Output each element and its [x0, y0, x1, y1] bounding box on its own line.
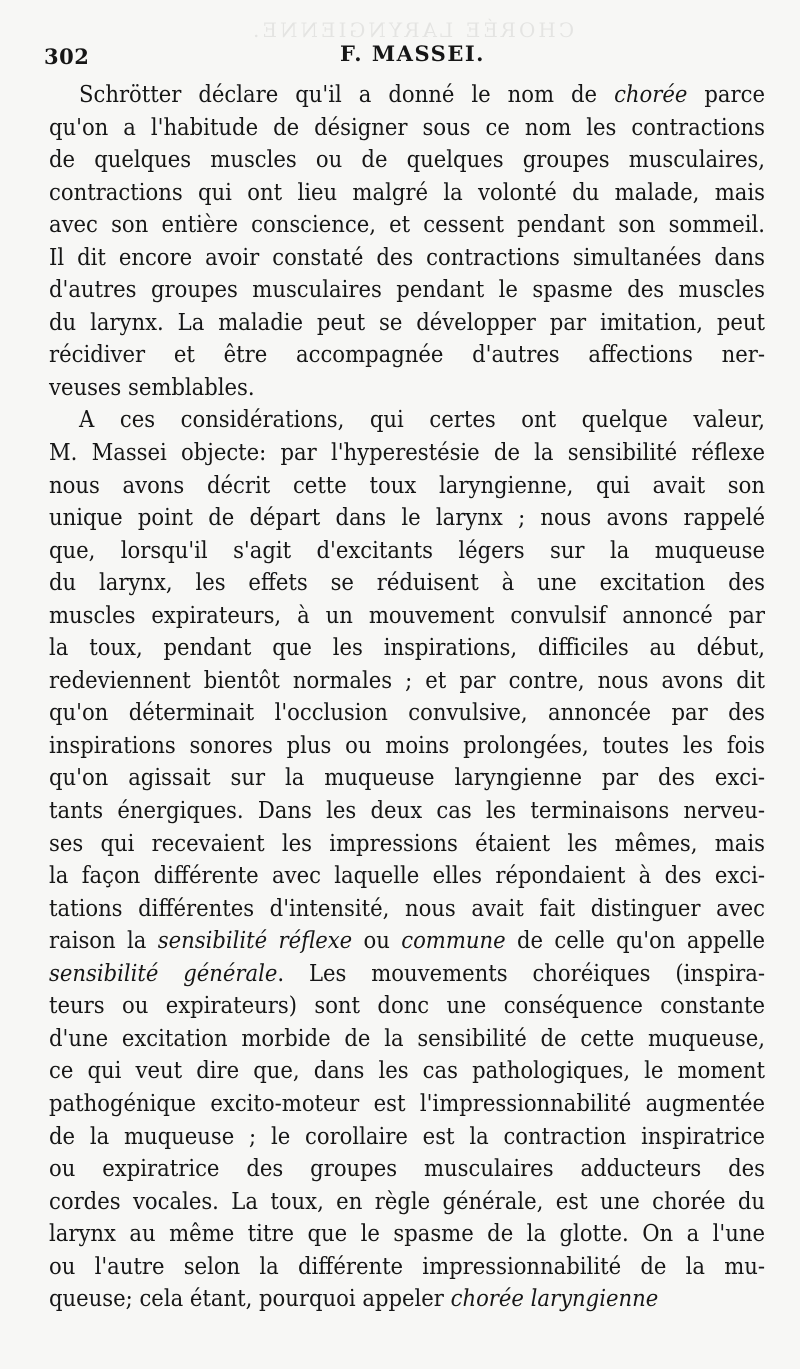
text-segment: veuses semblables.	[49, 372, 255, 401]
text-segment: ses qui recevaient les impressions étaient les mêmes, mais	[49, 828, 765, 857]
text-segment: pathogénique excito-moteur est l'impressionnabilité augmentée	[49, 1088, 765, 1117]
italic-text: chorée	[614, 80, 688, 108]
text-line	[49, 599, 765, 632]
text-segment: avec son entière conscience, et cessent pendant son sommeil.	[49, 210, 765, 239]
text-line	[49, 827, 765, 860]
text-line	[49, 1054, 765, 1087]
text-segment: unique point de départ dans le larynx ; nous avons rappelé	[49, 503, 765, 532]
text-segment: tations différentes d'intensité, nous avait fait distinguer avec	[49, 893, 765, 922]
text-segment: inspirations sonores plus ou moins prolongées, toutes les fois	[49, 730, 765, 759]
page-number: 302	[44, 44, 90, 69]
text-segment: teurs ou expirateurs) sont donc une conséquence constante	[49, 991, 765, 1020]
text-segment: d'autres groupes musculaires pendant le spasme des muscles	[49, 275, 765, 304]
text-line	[49, 1217, 765, 1250]
text-segment: raison la	[49, 926, 158, 955]
text-segment: du larynx. La maladie peut se développer par imitation, peut	[49, 307, 765, 336]
text-line	[49, 1022, 765, 1055]
body-text	[49, 78, 765, 1315]
text-line	[49, 696, 765, 729]
text-segment: tants énergiques. Dans les deux cas les terminaisons nerveu-	[49, 796, 765, 825]
text-line	[49, 273, 765, 306]
text-line	[49, 924, 765, 957]
text-segment: redeviennent bientôt normales ; et par contre, nous avons dit	[49, 665, 765, 694]
text-line	[49, 859, 765, 892]
text-segment: ou l'autre selon la différente impressionnabilité de la mu-	[49, 1251, 765, 1280]
text-line	[49, 989, 765, 1022]
text-line	[49, 1087, 765, 1120]
text-segment: ou	[352, 926, 402, 955]
text-line	[49, 176, 765, 209]
text-line	[49, 241, 765, 274]
text-segment: M. Massei objecte: par l'hyperestésie de la sensibilité réflexe	[49, 438, 765, 467]
text-line	[49, 761, 765, 794]
italic-text: commune	[401, 926, 506, 955]
text-line	[49, 371, 765, 404]
text-line	[49, 957, 765, 990]
text-segment: que, lorsqu'il s'agit d'excitants légers sur la muqueuse	[49, 535, 765, 564]
text-line	[49, 1185, 765, 1218]
text-segment: qu'on agissait sur la muqueuse laryngienne par des exci-	[49, 763, 765, 792]
text-line	[49, 143, 765, 176]
text-line	[49, 664, 765, 697]
text-segment: Schrötter déclare qu'il a donné le nom de	[79, 80, 615, 108]
text-segment: qu'on a l'habitude de désigner sous ce nom les contractions	[49, 112, 765, 141]
bleed-through-heading: CHORÉE LARYNGIENNE.	[250, 18, 575, 42]
text-line	[49, 1282, 765, 1315]
text-segment: récidiver et être accompagnée d'autres affections ner-	[49, 340, 765, 369]
text-segment: muscles expirateurs, à un mouvement convulsif annoncé par	[49, 600, 765, 629]
text-line	[49, 729, 765, 762]
text-segment: de celle qu'on appelle	[505, 926, 766, 955]
text-line	[49, 403, 765, 436]
text-segment: contractions qui ont lieu malgré la volonté du malade, mais	[49, 177, 765, 206]
text-segment: ce qui veut dire que, dans les cas pathologiques, le moment	[49, 1056, 765, 1085]
text-segment: la toux, pendant que les inspirations, difficiles au début,	[49, 633, 765, 662]
text-line	[49, 892, 765, 925]
text-line	[49, 469, 765, 502]
text-segment: A ces considérations, qui certes ont quelque valeur,	[79, 405, 765, 434]
text-line	[49, 338, 765, 371]
text-line	[49, 534, 765, 567]
text-segment: du larynx, les effets se réduisent à une excitation des	[49, 568, 765, 597]
text-segment: la façon différente avec laquelle elles répondaient à des exci-	[49, 861, 765, 890]
text-segment: parce	[687, 80, 765, 108]
text-segment: queuse; cela étant, pourquoi appeler	[49, 1284, 451, 1313]
text-line	[49, 501, 765, 534]
text-line	[49, 631, 765, 664]
text-line	[49, 1120, 765, 1153]
text-segment: . Les mouvements choréiques (inspira-	[277, 958, 765, 987]
text-line	[49, 78, 765, 111]
text-line	[49, 1152, 765, 1185]
page-header	[44, 36, 764, 76]
text-segment: Il dit encore avoir constaté des contractions simultanées dans	[49, 242, 765, 271]
text-line	[49, 111, 765, 144]
text-line	[49, 436, 765, 469]
text-line	[49, 794, 765, 827]
italic-text: sensibilité générale	[49, 958, 278, 987]
text-segment: de la muqueuse ; le corollaire est la contraction inspiratrice	[49, 1121, 765, 1150]
text-segment: de quelques muscles ou de quelques groupes musculaires,	[49, 145, 765, 174]
text-line	[49, 306, 765, 339]
text-segment: ou expiratrice des groupes musculaires adducteurs des	[49, 1154, 765, 1183]
italic-text: chorée laryngienne	[450, 1284, 659, 1313]
text-segment: d'une excitation morbide de la sensibilité de cette muqueuse,	[49, 1023, 765, 1052]
text-segment: qu'on déterminait l'occlusion convulsive, annoncée par des	[49, 698, 765, 727]
text-segment: nous avons décrit cette toux laryngienne, qui avait son	[49, 470, 765, 499]
text-line	[49, 566, 765, 599]
italic-text: sensibilité réflexe	[157, 926, 353, 955]
text-line	[49, 208, 765, 241]
text-segment: larynx au même titre que le spasme de la glotte. On a l'une	[49, 1219, 765, 1248]
text-line	[49, 1250, 765, 1283]
running-head: F. MASSEI.	[340, 41, 485, 66]
text-segment: cordes vocales. La toux, en règle générale, est une chorée du	[49, 1186, 765, 1215]
